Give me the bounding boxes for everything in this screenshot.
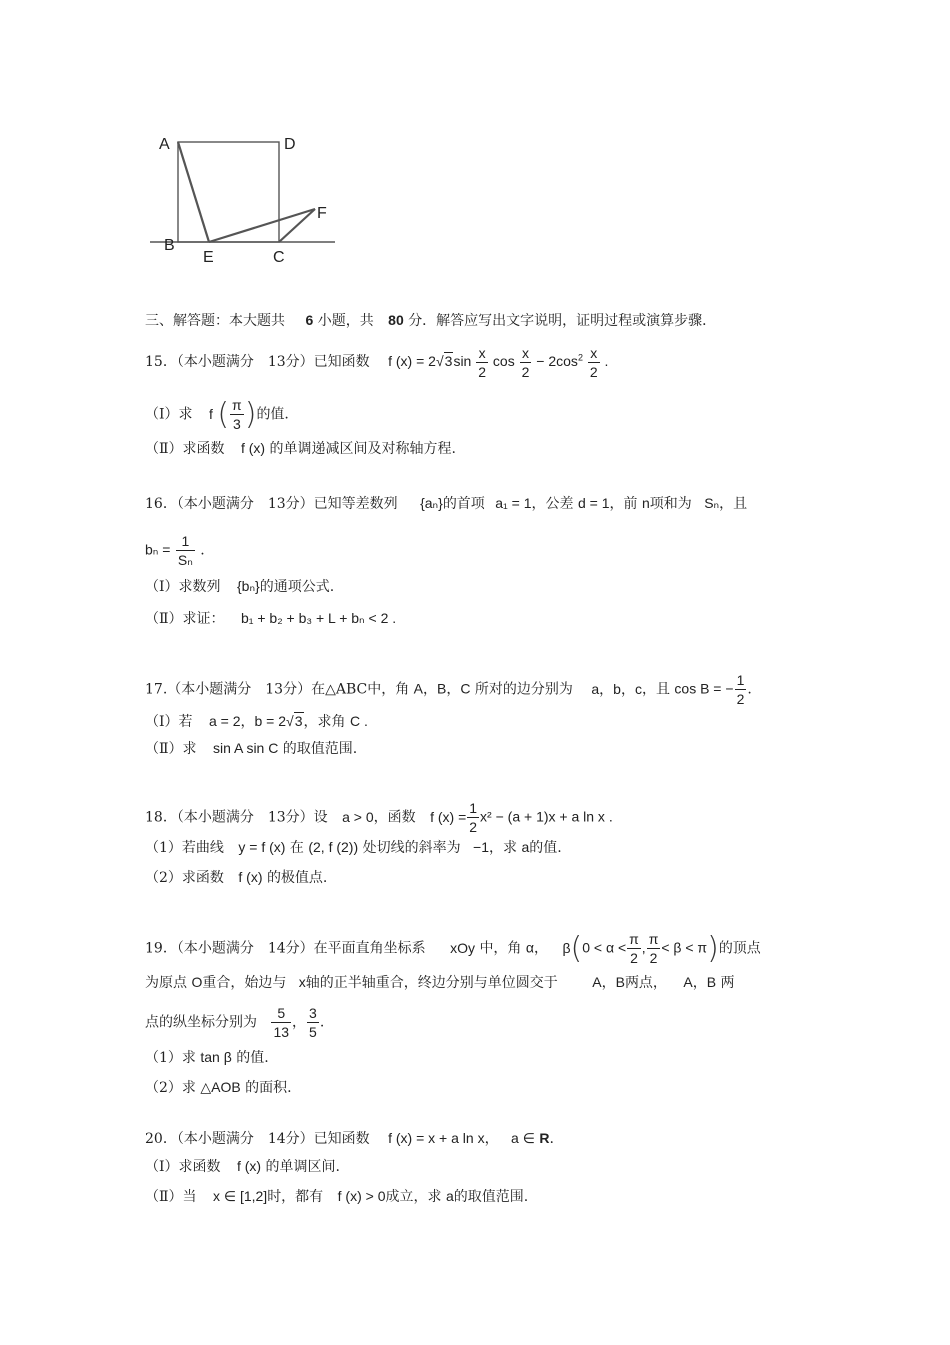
q20-part1: （Ⅰ）求函数 f (x) 的单调区间. bbox=[145, 1158, 340, 1175]
q16-part2: （Ⅱ）求证： b₁ + b₂ + b₃ + L + bₙ < 2 . bbox=[145, 610, 397, 627]
q17-part2: （Ⅱ）求 sin A sin C 的取值范围. bbox=[145, 740, 358, 757]
label-a: A bbox=[159, 136, 170, 153]
right-paren: ) bbox=[244, 396, 257, 432]
label-f: F bbox=[317, 205, 327, 222]
q15-function: f (x) = 2√3sin $\frac{x}{2}$ cos $\frac{x}{2}$ − $2\cos^2$ $\frac{x}{2}$ . bbox=[388, 345, 609, 380]
q19-line3: 点的纵坐标分别为 $\frac{5}{13}$ ， $\frac{3}{5}$ . bbox=[145, 1005, 325, 1040]
left-paren: ( bbox=[217, 396, 230, 432]
q15-part1: （Ⅰ）求 f ( $\frac{\pi}{3}$ )的值. bbox=[145, 396, 289, 432]
segment-ef bbox=[209, 209, 315, 242]
q17-stem: 17.（本小题满分 13分）在△ABC中，角 A，B，C 所对的边分别为 a，b，c，且 cos B = − $\frac{1}{2}$ . bbox=[145, 672, 752, 707]
q18-part1: （1）若曲线 y = f (x) 在 (2, f (2)) 处切线的斜率为 −1，求 a的值. bbox=[145, 839, 562, 856]
geometry-figure bbox=[150, 128, 350, 273]
q19-stem: 19．（本小题满分 14分）在平面直角坐标系 xOy 中，角 α， β(0 < α < $\frac{\pi}{2}$ , $\frac{\pi}{2}$ < β < π)的顶点 bbox=[145, 930, 761, 966]
label-b: B bbox=[164, 237, 175, 254]
segment-ae bbox=[178, 142, 209, 242]
label-c: C bbox=[273, 249, 285, 266]
q16-stem: 16．（本小题满分 13分）已知等差数列 {aₙ}的首项 a₁ = 1，公差 d = 1，前 n项和为 Sₙ，且 bbox=[145, 495, 748, 512]
q19-line2: 为原点 O重合，始边与 x轴的正半轴重合，终边分别与单位圆交于 A，B两点， A，B 两 bbox=[145, 974, 735, 991]
figure-svg bbox=[150, 128, 350, 273]
q16-bn-definition: bₙ = $\frac{1}{\text{Sₙ}}$ . bbox=[145, 533, 205, 568]
q16-part1: （Ⅰ）求数列 {bₙ}的通项公式. bbox=[145, 578, 335, 595]
q20-stem: 20．（本小题满分 14分）已知函数 f (x) = x + a ln x， a ∈ R. bbox=[145, 1130, 554, 1147]
section-heading: 三、解答题：本大题共 6 小题，共 80 分．解答应写出文字说明，证明过程或演算步骤． bbox=[145, 312, 717, 329]
q15-part2: （Ⅱ）求函数 f (x) 的单调递减区间及对称轴方程. bbox=[145, 440, 456, 457]
label-d: D bbox=[284, 136, 296, 153]
q19-part2: （2）求 △AOB 的面积. bbox=[145, 1079, 292, 1096]
q18-stem: 18．（本小题满分 13分）设 a > 0，函数 f (x) = $\frac{1}{2}$ x² − (a + 1)x + a ln x . bbox=[145, 800, 613, 835]
q20-part2: （Ⅱ）当 x ∈ [1,2]时，都有 f (x) > 0成立，求 a的取值范围. bbox=[145, 1188, 529, 1205]
label-e: E bbox=[203, 249, 214, 266]
q15-stem: 15．（本小题满分 13分）已知函数 f (x) = 2√3sin $\frac{x}{2}$ cos $\frac{x}{2}$ − $2\cos^2$ $\frac{x}{2}$ . bbox=[145, 345, 609, 380]
q19-part1: （1）求 tan β 的值. bbox=[145, 1049, 269, 1066]
q17-part1: （Ⅰ）若 a = 2，b = 2√3，求角 C . bbox=[145, 713, 368, 730]
q18-part2: （2）求函数 f (x) 的极值点. bbox=[145, 869, 328, 886]
